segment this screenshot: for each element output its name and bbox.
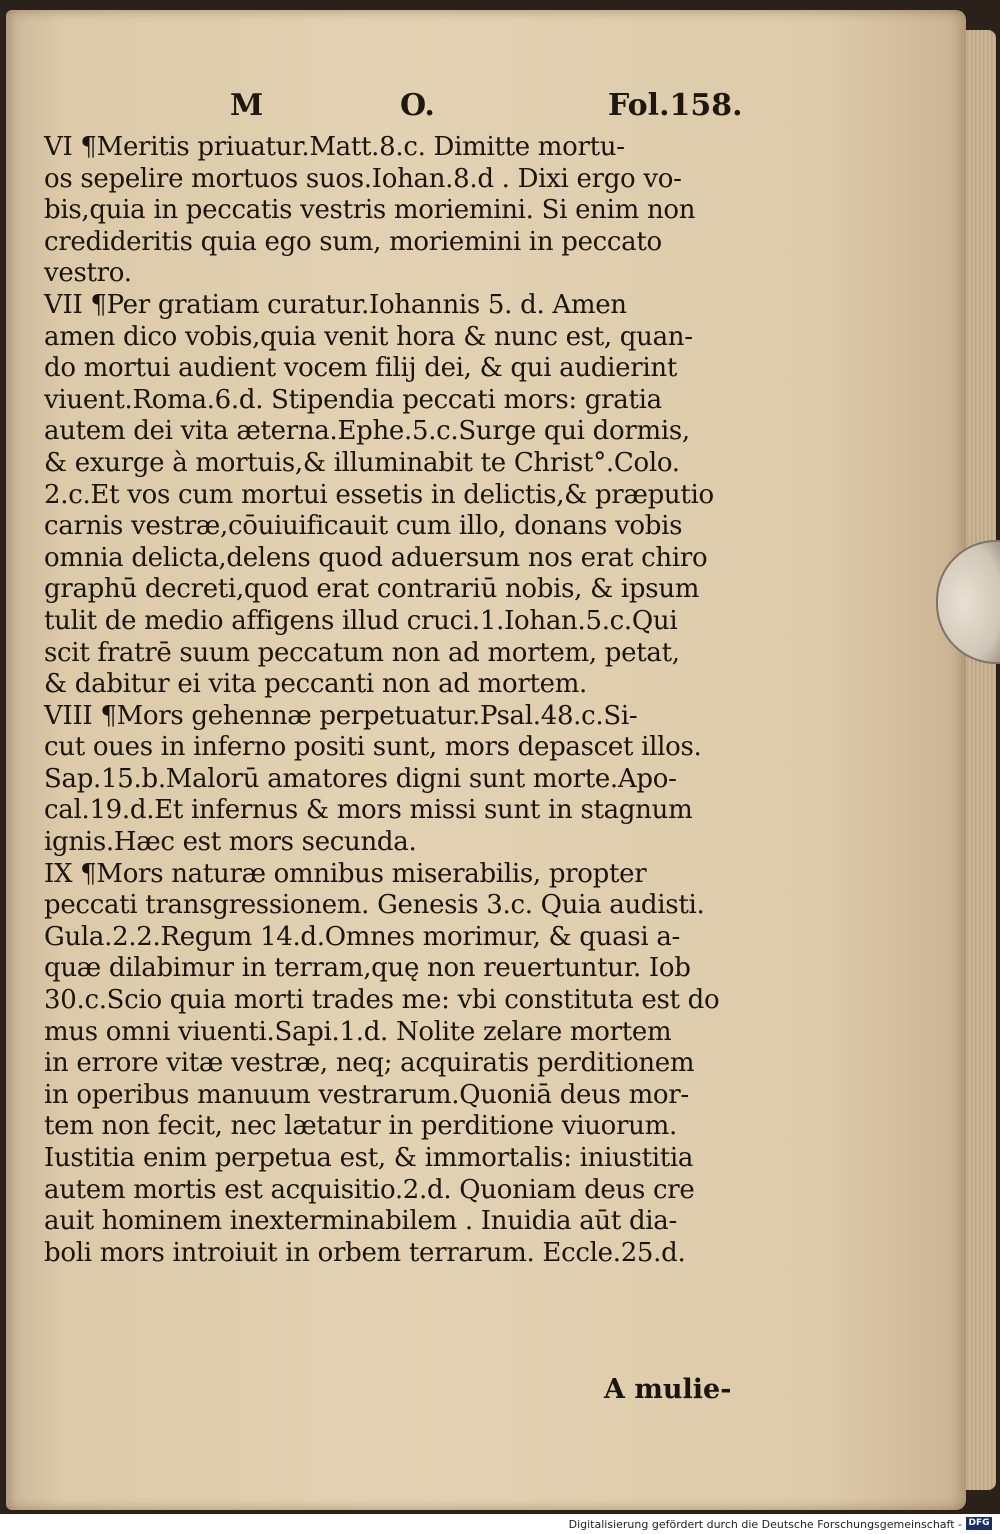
text-line: Gula.2.2.Regum 14.d.Omnes morimur, & quasi a- [44, 921, 681, 952]
text-line: boli mors introiuit in orbem terrarum. Eccle.25.d. [44, 1237, 686, 1268]
text-line: 2.c.Et vos cum mortui essetis in delictis,& præputio [44, 479, 714, 510]
footer-bar [0, 1514, 1000, 1534]
text-line: cut oues in inferno positi sunt, mors depascet illos. [44, 732, 702, 763]
text-line: scit fratrē suum peccatum non ad mortem, petat, [44, 637, 680, 668]
text-line: do mortui audient vocem filij dei, & qui audierint [44, 353, 678, 384]
text-line: Iustitia enim perpetua est, & immortalis: iniustitia [44, 1143, 694, 1173]
catchword: A mulie- [604, 1374, 732, 1405]
text-line: & dabitur ei vita peccanti non ad mortem. [44, 669, 588, 700]
text-line: IX ¶Mors naturæ omnibus miserabilis, propter [44, 858, 647, 889]
text-line: VI ¶Meritis priuatur.Matt.8.c. Dimitte mortu- [44, 132, 625, 162]
text-line: auit hominem inexterminabilem . Inuidia aūt dia- [44, 1206, 677, 1237]
running-header [230, 88, 750, 128]
text-line: Sap.15.b.Malorū amatores digni sunt morte.Apo- [44, 763, 677, 794]
header-letter-o: O. [400, 88, 435, 123]
text-line: tulit de medio affigens illud cruci.1.Iohan.5.c.Qui [44, 605, 678, 636]
text-line: omnia delicta,delens quod aduersum nos erat chiro [44, 542, 708, 573]
text-line: os sepelire mortuos suos.Iohan.8.d . Dixi ergo vo- [44, 163, 682, 194]
text-line: autem dei vita æterna.Ephe.5.c.Surge qui dormis, [44, 416, 690, 447]
text-line: quæ dilabimur in terram,quę non reuertuntur. Iob [44, 953, 691, 984]
dfg-logo: DFG [966, 1517, 992, 1530]
text-line: in operibus manuum vestrarum.Quoniā deus mor- [44, 1079, 689, 1110]
text-line: cal.19.d.Et infernus & mors missi sunt in stagnum [44, 795, 693, 826]
text-line: peccati transgressionem. Genesis 3.c. Quia audisti. [44, 890, 705, 921]
folio-number: Fol.158. [608, 88, 743, 123]
text-line: & exurge à mortuis,& illuminabit te Christ°.Colo. [44, 447, 680, 478]
text-line: credideritis quia ego sum, moriemini in peccato [44, 226, 662, 257]
text-line: VIII ¶Mors gehennæ perpetuatur.Psal.48.c.Si- [44, 700, 638, 731]
text-line: amen dico vobis,quia venit hora & nunc est, quan- [44, 321, 693, 352]
text-line: viuent.Roma.6.d. Stipendia peccati mors: gratia [44, 384, 662, 415]
text-line: tem non fecit, nec lætatur in perditione viuorum. [44, 1111, 677, 1142]
text-line: ignis.Hæc est mors secunda. [44, 827, 417, 858]
text-line: vestro. [44, 258, 132, 289]
text-body [44, 132, 764, 1269]
text-line: autem mortis est acquisitio.2.d. Quoniam deus cre [44, 1174, 695, 1205]
text-line: 30.c.Scio quia morti trades me: vbi constituta est do [44, 985, 720, 1016]
page-edges [966, 30, 996, 1490]
text-line: mus omni viuenti.Sapi.1.d. Nolite zelare mortem [44, 1016, 672, 1047]
funding-note: Digitalisierung gefördert durch die Deutsche Forschungsgemeinschaft - [568, 1518, 962, 1531]
text-line: bis,quia in peccatis vestris moriemini. Si enim non [44, 195, 696, 226]
header-letter-m: M [230, 88, 264, 123]
text-line: in errore vitæ vestræ, neq; acquiratis perditionem [44, 1048, 695, 1079]
text-line: carnis vestræ,cōuiuificauit cum illo, donans vobis [44, 511, 683, 542]
text-line: graphū decreti,quod erat contrariū nobis, & ipsum [44, 574, 700, 605]
text-line: VII ¶Per gratiam curatur.Iohannis 5. d. Amen [44, 289, 627, 320]
